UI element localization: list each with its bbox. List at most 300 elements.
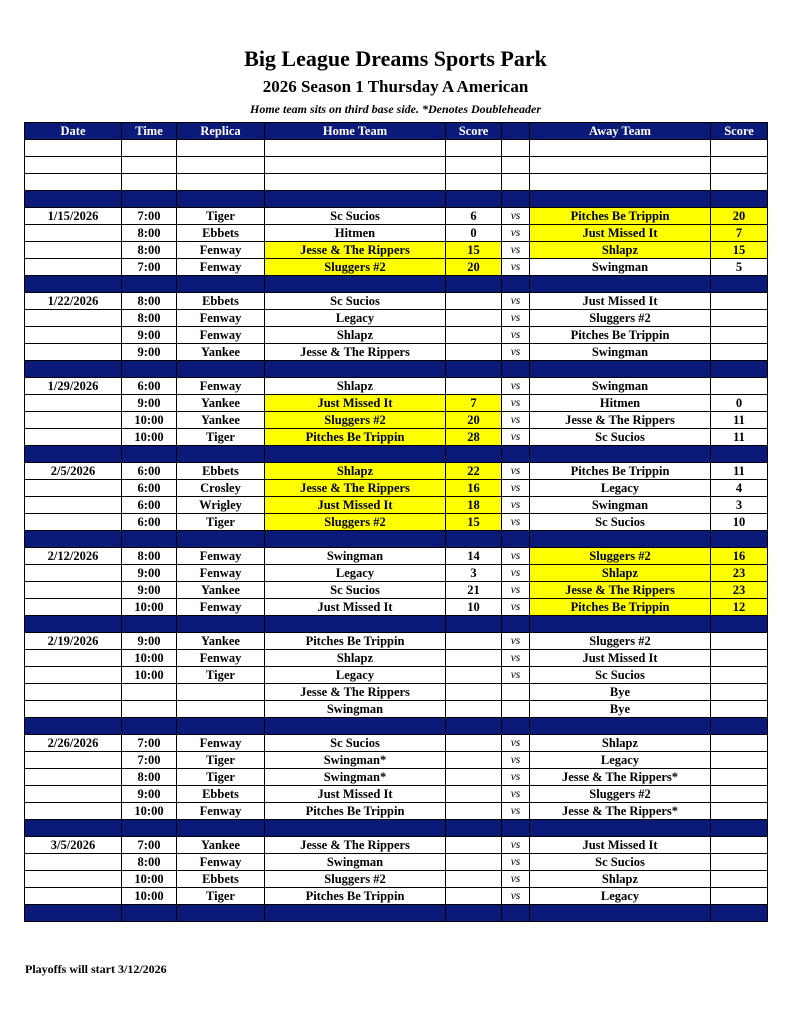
cell-away-score — [711, 191, 768, 208]
cell-vs: vs — [502, 327, 530, 344]
cell-replica — [177, 446, 265, 463]
cell-away-score: 20 — [711, 208, 768, 225]
table-row — [25, 735, 768, 752]
table-row — [25, 582, 768, 599]
cell-date — [25, 565, 122, 582]
cell-replica: Crosley — [177, 480, 265, 497]
cell-replica: Fenway — [177, 803, 265, 820]
cell-replica — [177, 905, 265, 922]
cell-home-team: Jesse & The Rippers — [265, 837, 446, 854]
cell-replica: Fenway — [177, 327, 265, 344]
col-header-away-score: Score — [711, 123, 768, 140]
cell-vs — [502, 446, 530, 463]
cell-home-team — [265, 157, 446, 174]
table-row — [25, 667, 768, 684]
cell-home-score — [446, 276, 502, 293]
cell-time: 9:00 — [122, 633, 177, 650]
cell-replica: Yankee — [177, 395, 265, 412]
cell-replica: Ebbets — [177, 463, 265, 480]
cell-home-score — [446, 361, 502, 378]
cell-replica: Tiger — [177, 752, 265, 769]
cell-date — [25, 599, 122, 616]
cell-away-team: Pitches Be Trippin — [530, 599, 711, 616]
cell-away-team: Legacy — [530, 752, 711, 769]
cell-home-score: 15 — [446, 514, 502, 531]
table-row — [25, 837, 768, 854]
cell-vs — [502, 157, 530, 174]
cell-vs: vs — [502, 854, 530, 871]
col-header-vs — [502, 123, 530, 140]
cell-away-team: Pitches Be Trippin — [530, 327, 711, 344]
cell-away-team: Sc Sucios — [530, 429, 711, 446]
cell-away-score — [711, 276, 768, 293]
cell-away-score — [711, 140, 768, 157]
cell-replica: Wrigley — [177, 497, 265, 514]
cell-away-team — [530, 361, 711, 378]
cell-vs — [502, 191, 530, 208]
cell-time: 7:00 — [122, 259, 177, 276]
cell-home-score: 21 — [446, 582, 502, 599]
cell-home-team: Shlapz — [265, 650, 446, 667]
cell-home-team: Legacy — [265, 565, 446, 582]
cell-home-score — [446, 769, 502, 786]
cell-away-team: Jesse & The Rippers* — [530, 769, 711, 786]
cell-home-team: Swingman — [265, 548, 446, 565]
cell-away-team — [530, 276, 711, 293]
cell-away-score: 23 — [711, 582, 768, 599]
cell-time — [122, 718, 177, 735]
cell-date: 1/29/2026 — [25, 378, 122, 395]
cell-vs: vs — [502, 837, 530, 854]
cell-home-team: Sc Sucios — [265, 735, 446, 752]
cell-home-score: 18 — [446, 497, 502, 514]
cell-vs: vs — [502, 310, 530, 327]
cell-away-score — [711, 378, 768, 395]
cell-time: 9:00 — [122, 565, 177, 582]
cell-vs: vs — [502, 548, 530, 565]
cell-date: 2/19/2026 — [25, 633, 122, 650]
cell-date — [25, 140, 122, 157]
cell-time — [122, 276, 177, 293]
cell-home-team — [265, 191, 446, 208]
cell-vs — [502, 820, 530, 837]
cell-vs: vs — [502, 735, 530, 752]
cell-replica: Yankee — [177, 633, 265, 650]
cell-home-team — [265, 446, 446, 463]
cell-time — [122, 905, 177, 922]
cell-vs — [502, 701, 530, 718]
table-row — [25, 769, 768, 786]
cell-away-team: Shlapz — [530, 242, 711, 259]
cell-away-team: Jesse & The Rippers — [530, 582, 711, 599]
cell-home-team: Just Missed It — [265, 599, 446, 616]
cell-away-team: Jesse & The Rippers — [530, 412, 711, 429]
cell-away-score — [711, 803, 768, 820]
cell-away-score — [711, 701, 768, 718]
cell-away-score — [711, 718, 768, 735]
cell-vs: vs — [502, 293, 530, 310]
cell-home-score — [446, 293, 502, 310]
cell-away-score — [711, 837, 768, 854]
cell-time: 6:00 — [122, 514, 177, 531]
cell-date — [25, 242, 122, 259]
cell-away-team — [530, 174, 711, 191]
cell-home-score — [446, 684, 502, 701]
cell-date — [25, 480, 122, 497]
cell-away-score — [711, 157, 768, 174]
cell-away-team: Shlapz — [530, 565, 711, 582]
cell-date — [25, 412, 122, 429]
cell-away-team: Sluggers #2 — [530, 310, 711, 327]
cell-home-team — [265, 616, 446, 633]
cell-vs: vs — [502, 633, 530, 650]
cell-home-team: Pitches Be Trippin — [265, 803, 446, 820]
cell-vs — [502, 276, 530, 293]
season-subtitle: 2026 Season 1 Thursday A American — [262, 77, 529, 96]
cell-home-score — [446, 140, 502, 157]
week-separator-row — [25, 361, 768, 378]
cell-time: 8:00 — [122, 310, 177, 327]
cell-replica: Ebbets — [177, 225, 265, 242]
week-separator-row — [25, 718, 768, 735]
cell-time: 10:00 — [122, 888, 177, 905]
cell-date — [25, 650, 122, 667]
cell-away-team — [530, 718, 711, 735]
cell-away-score: 15 — [711, 242, 768, 259]
cell-replica: Fenway — [177, 735, 265, 752]
cell-away-score — [711, 633, 768, 650]
cell-replica — [177, 191, 265, 208]
cell-home-score — [446, 633, 502, 650]
cell-home-score — [446, 905, 502, 922]
cell-home-score — [446, 701, 502, 718]
cell-replica: Fenway — [177, 310, 265, 327]
cell-vs: vs — [502, 208, 530, 225]
cell-replica: Yankee — [177, 412, 265, 429]
cell-home-team — [265, 174, 446, 191]
playoffs-note: Playoffs will start 3/12/2026 — [25, 962, 167, 976]
cell-replica: Tiger — [177, 514, 265, 531]
cell-home-team: Pitches Be Trippin — [265, 633, 446, 650]
cell-away-team: Legacy — [530, 888, 711, 905]
cell-away-team: Sc Sucios — [530, 854, 711, 871]
cell-away-team: Pitches Be Trippin — [530, 463, 711, 480]
cell-home-score — [446, 531, 502, 548]
cell-replica — [177, 174, 265, 191]
cell-vs: vs — [502, 429, 530, 446]
cell-home-team: Jesse & The Rippers — [265, 480, 446, 497]
table-row — [25, 871, 768, 888]
cell-date — [25, 888, 122, 905]
cell-home-team: Just Missed It — [265, 786, 446, 803]
cell-replica — [177, 531, 265, 548]
cell-vs: vs — [502, 769, 530, 786]
cell-home-team: Legacy — [265, 667, 446, 684]
table-row — [25, 548, 768, 565]
cell-home-team: Swingman — [265, 701, 446, 718]
cell-replica: Tiger — [177, 208, 265, 225]
cell-home-score — [446, 446, 502, 463]
cell-away-score — [711, 650, 768, 667]
cell-date — [25, 225, 122, 242]
cell-vs — [502, 616, 530, 633]
cell-date — [25, 259, 122, 276]
cell-date — [25, 310, 122, 327]
cell-home-score — [446, 344, 502, 361]
cell-vs — [502, 174, 530, 191]
table-row — [25, 378, 768, 395]
cell-time: 10:00 — [122, 429, 177, 446]
cell-vs — [502, 905, 530, 922]
cell-away-score: 7 — [711, 225, 768, 242]
cell-away-team: Swingman — [530, 497, 711, 514]
cell-home-team — [265, 140, 446, 157]
cell-home-score — [446, 191, 502, 208]
cell-vs: vs — [502, 497, 530, 514]
cell-home-team — [265, 531, 446, 548]
cell-time — [122, 157, 177, 174]
cell-date — [25, 684, 122, 701]
cell-home-score — [446, 871, 502, 888]
cell-home-team: Jesse & The Rippers — [265, 242, 446, 259]
cell-away-score: 5 — [711, 259, 768, 276]
cell-home-score — [446, 735, 502, 752]
cell-away-team: Sc Sucios — [530, 667, 711, 684]
cell-away-score — [711, 446, 768, 463]
cell-home-score — [446, 378, 502, 395]
table-row — [25, 803, 768, 820]
cell-home-team — [265, 361, 446, 378]
cell-home-team: Sluggers #2 — [265, 259, 446, 276]
cell-away-team: Sluggers #2 — [530, 548, 711, 565]
cell-away-score — [711, 769, 768, 786]
cell-replica — [177, 361, 265, 378]
cell-away-score — [711, 905, 768, 922]
cell-time: 9:00 — [122, 395, 177, 412]
cell-away-team: Swingman — [530, 378, 711, 395]
cell-home-score — [446, 650, 502, 667]
cell-home-score: 16 — [446, 480, 502, 497]
cell-time: 7:00 — [122, 837, 177, 854]
cell-away-team — [530, 140, 711, 157]
cell-home-team: Swingman — [265, 854, 446, 871]
cell-away-score — [711, 174, 768, 191]
cell-replica: Ebbets — [177, 871, 265, 888]
cell-vs: vs — [502, 888, 530, 905]
cell-time — [122, 684, 177, 701]
cell-away-team: Sluggers #2 — [530, 633, 711, 650]
cell-date — [25, 514, 122, 531]
cell-away-team: Pitches Be Trippin — [530, 208, 711, 225]
cell-vs: vs — [502, 514, 530, 531]
cell-vs: vs — [502, 378, 530, 395]
cell-away-score: 3 — [711, 497, 768, 514]
header-row — [25, 123, 768, 140]
cell-away-score — [711, 888, 768, 905]
cell-away-score: 11 — [711, 412, 768, 429]
cell-time: 8:00 — [122, 548, 177, 565]
col-header-home-team: Home Team — [265, 123, 446, 140]
cell-home-score: 20 — [446, 259, 502, 276]
table-row — [25, 752, 768, 769]
cell-date — [25, 361, 122, 378]
cell-vs: vs — [502, 786, 530, 803]
cell-home-score — [446, 174, 502, 191]
cell-vs: vs — [502, 259, 530, 276]
cell-away-team: Just Missed It — [530, 293, 711, 310]
cell-vs — [502, 140, 530, 157]
cell-home-team — [265, 820, 446, 837]
cell-away-score: 12 — [711, 599, 768, 616]
cell-time: 10:00 — [122, 803, 177, 820]
cell-time: 7:00 — [122, 735, 177, 752]
cell-time: 8:00 — [122, 225, 177, 242]
table-row — [25, 650, 768, 667]
cell-date: 3/5/2026 — [25, 837, 122, 854]
cell-date — [25, 718, 122, 735]
cell-time — [122, 361, 177, 378]
cell-replica: Fenway — [177, 378, 265, 395]
cell-replica: Tiger — [177, 769, 265, 786]
cell-away-team — [530, 446, 711, 463]
cell-home-team: Shlapz — [265, 463, 446, 480]
cell-time: 7:00 — [122, 208, 177, 225]
cell-vs: vs — [502, 565, 530, 582]
cell-home-score — [446, 803, 502, 820]
cell-away-score: 4 — [711, 480, 768, 497]
cell-home-score: 3 — [446, 565, 502, 582]
cell-away-team — [530, 531, 711, 548]
cell-home-team: Sc Sucios — [265, 582, 446, 599]
cell-replica: Yankee — [177, 837, 265, 854]
cell-home-team: Just Missed It — [265, 395, 446, 412]
cell-time: 10:00 — [122, 650, 177, 667]
table-row — [25, 463, 768, 480]
schedule-body — [25, 140, 768, 922]
cell-replica: Fenway — [177, 565, 265, 582]
page-title: Big League Dreams Sports Park — [244, 46, 547, 71]
cell-time — [122, 446, 177, 463]
cell-date: 1/22/2026 — [25, 293, 122, 310]
cell-date — [25, 429, 122, 446]
cell-home-score: 20 — [446, 412, 502, 429]
cell-vs: vs — [502, 650, 530, 667]
cell-date — [25, 276, 122, 293]
cell-replica: Fenway — [177, 259, 265, 276]
cell-vs: vs — [502, 480, 530, 497]
cell-time: 8:00 — [122, 242, 177, 259]
cell-away-score — [711, 327, 768, 344]
cell-vs: vs — [502, 871, 530, 888]
col-header-replica: Replica — [177, 123, 265, 140]
cell-replica: Fenway — [177, 650, 265, 667]
table-row — [25, 310, 768, 327]
cell-away-score: 23 — [711, 565, 768, 582]
cell-away-score: 10 — [711, 514, 768, 531]
week-separator-row — [25, 276, 768, 293]
cell-replica — [177, 157, 265, 174]
cell-away-team: Hitmen — [530, 395, 711, 412]
cell-away-team: Bye — [530, 684, 711, 701]
cell-time — [122, 191, 177, 208]
cell-replica: Tiger — [177, 667, 265, 684]
cell-home-score: 28 — [446, 429, 502, 446]
cell-away-team: Swingman — [530, 344, 711, 361]
cell-home-score: 22 — [446, 463, 502, 480]
table-row — [25, 208, 768, 225]
cell-time: 8:00 — [122, 293, 177, 310]
cell-time — [122, 174, 177, 191]
cell-time: 8:00 — [122, 854, 177, 871]
schedule-note: Home team sits on third base side. *Denotes Doubleheader — [250, 102, 541, 116]
table-row — [25, 242, 768, 259]
cell-home-team: Sc Sucios — [265, 208, 446, 225]
cell-home-team: Legacy — [265, 310, 446, 327]
cell-home-score — [446, 310, 502, 327]
table-row — [25, 480, 768, 497]
cell-home-score — [446, 718, 502, 735]
table-row — [25, 293, 768, 310]
cell-date — [25, 786, 122, 803]
cell-date: 1/15/2026 — [25, 208, 122, 225]
cell-vs: vs — [502, 344, 530, 361]
cell-replica: Ebbets — [177, 786, 265, 803]
cell-date — [25, 616, 122, 633]
cell-time: 6:00 — [122, 480, 177, 497]
cell-away-team: Jesse & The Rippers* — [530, 803, 711, 820]
cell-home-score — [446, 327, 502, 344]
cell-replica — [177, 616, 265, 633]
cell-time: 10:00 — [122, 599, 177, 616]
cell-away-team — [530, 157, 711, 174]
cell-home-team: Sluggers #2 — [265, 412, 446, 429]
cell-date — [25, 752, 122, 769]
cell-away-score — [711, 667, 768, 684]
cell-date: 2/12/2026 — [25, 548, 122, 565]
cell-date — [25, 854, 122, 871]
col-header-home-score: Score — [446, 123, 502, 140]
cell-home-score — [446, 752, 502, 769]
cell-away-team: Just Missed It — [530, 225, 711, 242]
cell-home-score: 7 — [446, 395, 502, 412]
cell-vs: vs — [502, 752, 530, 769]
cell-date — [25, 191, 122, 208]
cell-time — [122, 140, 177, 157]
cell-replica — [177, 140, 265, 157]
cell-date — [25, 446, 122, 463]
cell-time: 6:00 — [122, 497, 177, 514]
cell-date: 2/26/2026 — [25, 735, 122, 752]
cell-away-team: Bye — [530, 701, 711, 718]
cell-replica: Yankee — [177, 344, 265, 361]
schedule-table — [24, 122, 768, 922]
cell-home-team: Pitches Be Trippin — [265, 888, 446, 905]
cell-away-score — [711, 752, 768, 769]
cell-replica — [177, 701, 265, 718]
cell-home-team: Swingman* — [265, 752, 446, 769]
cell-date — [25, 803, 122, 820]
cell-date — [25, 327, 122, 344]
cell-away-score — [711, 735, 768, 752]
table-row — [25, 327, 768, 344]
cell-home-team: Sluggers #2 — [265, 871, 446, 888]
cell-date — [25, 582, 122, 599]
cell-home-score: 6 — [446, 208, 502, 225]
table-row — [25, 888, 768, 905]
cell-away-score — [711, 684, 768, 701]
cell-time: 10:00 — [122, 871, 177, 888]
cell-vs: vs — [502, 395, 530, 412]
